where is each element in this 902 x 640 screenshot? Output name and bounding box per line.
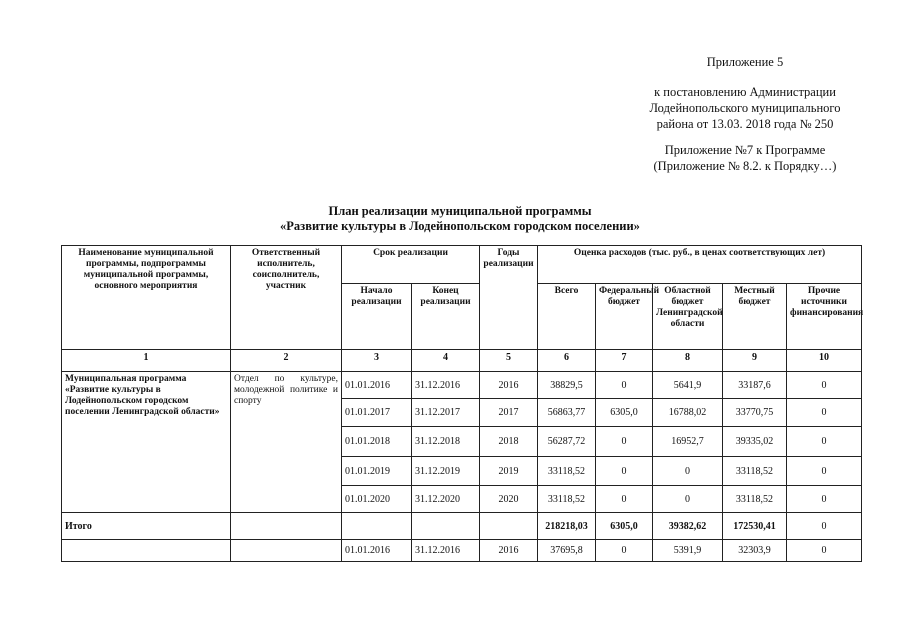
totals-regional: 39382,62 — [653, 513, 723, 540]
empty-cell — [342, 513, 412, 540]
year: 2019 — [480, 457, 538, 486]
other-value: 0 — [787, 372, 862, 399]
other-value: 0 — [787, 457, 862, 486]
year: 2016 — [480, 372, 538, 399]
document-title — [200, 204, 720, 234]
federal-value: 0 — [596, 372, 653, 399]
totals-row — [62, 513, 862, 540]
column-number: 8 — [653, 350, 723, 372]
total-value: 33118,52 — [538, 457, 596, 486]
other-value: 0 — [787, 486, 862, 513]
start-date: 01.01.2016 — [342, 540, 412, 562]
column-number: 6 — [538, 350, 596, 372]
regional-value: 5391,9 — [653, 540, 723, 562]
column-number-row — [62, 350, 862, 372]
column-number: 1 — [62, 350, 231, 372]
empty-cell — [480, 513, 538, 540]
year: 2017 — [480, 399, 538, 427]
empty-cell — [231, 540, 342, 562]
start-date: 01.01.2019 — [342, 457, 412, 486]
empty-cell — [62, 540, 231, 562]
totals-label: Итого — [62, 513, 231, 540]
end-date: 31.12.2018 — [412, 427, 480, 457]
totals-total: 218218,03 — [538, 513, 596, 540]
year: 2016 — [480, 540, 538, 562]
program-appendix-line: Приложение №7 к Программе — [664, 143, 826, 157]
column-number: 7 — [596, 350, 653, 372]
header-regional: Областной бюджет Ленинградской области — [653, 284, 723, 350]
federal-value: 0 — [596, 457, 653, 486]
column-number: 5 — [480, 350, 538, 372]
other-value: 0 — [787, 399, 862, 427]
local-value: 33118,52 — [723, 486, 787, 513]
end-date: 31.12.2017 — [412, 399, 480, 427]
header-other: Прочие источники финансирования — [787, 284, 862, 350]
start-date: 01.01.2016 — [342, 372, 412, 399]
end-date: 31.12.2020 — [412, 486, 480, 513]
regional-value: 16952,7 — [653, 427, 723, 457]
start-date: 01.01.2017 — [342, 399, 412, 427]
regional-value: 5641,9 — [653, 372, 723, 399]
resolution-reference — [630, 84, 860, 132]
federal-value: 6305,0 — [596, 399, 653, 427]
local-value: 33770,75 — [723, 399, 787, 427]
empty-cell — [231, 513, 342, 540]
header-federal: Федеральный бюджет — [596, 284, 653, 350]
year: 2020 — [480, 486, 538, 513]
federal-value: 0 — [596, 486, 653, 513]
federal-value: 0 — [596, 427, 653, 457]
total-value: 56287,72 — [538, 427, 596, 457]
total-value: 33118,52 — [538, 486, 596, 513]
start-date: 01.01.2020 — [342, 486, 412, 513]
title-line: План реализации муниципальной программы — [328, 204, 592, 218]
appendix-label: Приложение 5 — [706, 55, 784, 69]
program-appendix-reference — [630, 142, 860, 174]
header-start: Начало реализации — [342, 284, 412, 350]
total-value: 37695,8 — [538, 540, 596, 562]
regional-value: 0 — [653, 486, 723, 513]
other-value: 0 — [787, 427, 862, 457]
local-value: 33118,52 — [723, 457, 787, 486]
column-number: 2 — [231, 350, 342, 372]
total-value: 56863,77 — [538, 399, 596, 427]
responsible-cell: Отдел по культуре, молодежной политике и спорту — [231, 372, 342, 513]
table-row — [62, 540, 862, 562]
header-years: Годы реализации — [480, 246, 538, 350]
local-value: 39335,02 — [723, 427, 787, 457]
title-line: «Развитие культуры в Лодейнопольском городском поселении» — [280, 219, 640, 233]
column-number: 4 — [412, 350, 480, 372]
start-date: 01.01.2018 — [342, 427, 412, 457]
resolution-line: к постановлению Администрации — [654, 85, 836, 99]
federal-value: 0 — [596, 540, 653, 562]
end-date: 31.12.2019 — [412, 457, 480, 486]
header-period: Срок реализации — [342, 246, 480, 284]
program-appendix-line: (Приложение № 8.2. к Порядку…) — [653, 159, 837, 173]
totals-local: 172530,41 — [723, 513, 787, 540]
end-date: 31.12.2016 — [412, 372, 480, 399]
total-value: 38829,5 — [538, 372, 596, 399]
end-date: 31.12.2016 — [412, 540, 480, 562]
resolution-line: Лодейнопольского муниципального — [649, 101, 841, 115]
local-value: 32303,9 — [723, 540, 787, 562]
header-cost: Оценка расходов (тыс. руб., в ценах соответствующих лет) — [538, 246, 862, 284]
totals-federal: 6305,0 — [596, 513, 653, 540]
header-local: Местный бюджет — [723, 284, 787, 350]
column-number: 9 — [723, 350, 787, 372]
other-value: 0 — [787, 540, 862, 562]
column-number: 3 — [342, 350, 412, 372]
resolution-line: района от 13.03. 2018 года № 250 — [656, 117, 834, 131]
header-name: Наименование муниципальной программы, подпрограммы муниципальной программы, основного мероприятия — [62, 246, 231, 350]
header-total: Всего — [538, 284, 596, 350]
column-number: 10 — [787, 350, 862, 372]
header-responsible: Ответственный исполнитель, соисполнитель, участник — [231, 246, 342, 350]
empty-cell — [412, 513, 480, 540]
plan-table — [61, 245, 862, 562]
year: 2018 — [480, 427, 538, 457]
table-row — [62, 372, 862, 399]
totals-other: 0 — [787, 513, 862, 540]
local-value: 33187,6 — [723, 372, 787, 399]
program-name-cell: Муниципальная программа «Развитие культуры в Лодейнопольском городском поселении Ленинградской области» — [62, 372, 231, 513]
regional-value: 16788,02 — [653, 399, 723, 427]
regional-value: 0 — [653, 457, 723, 486]
header-end: Конец реализации — [412, 284, 480, 350]
